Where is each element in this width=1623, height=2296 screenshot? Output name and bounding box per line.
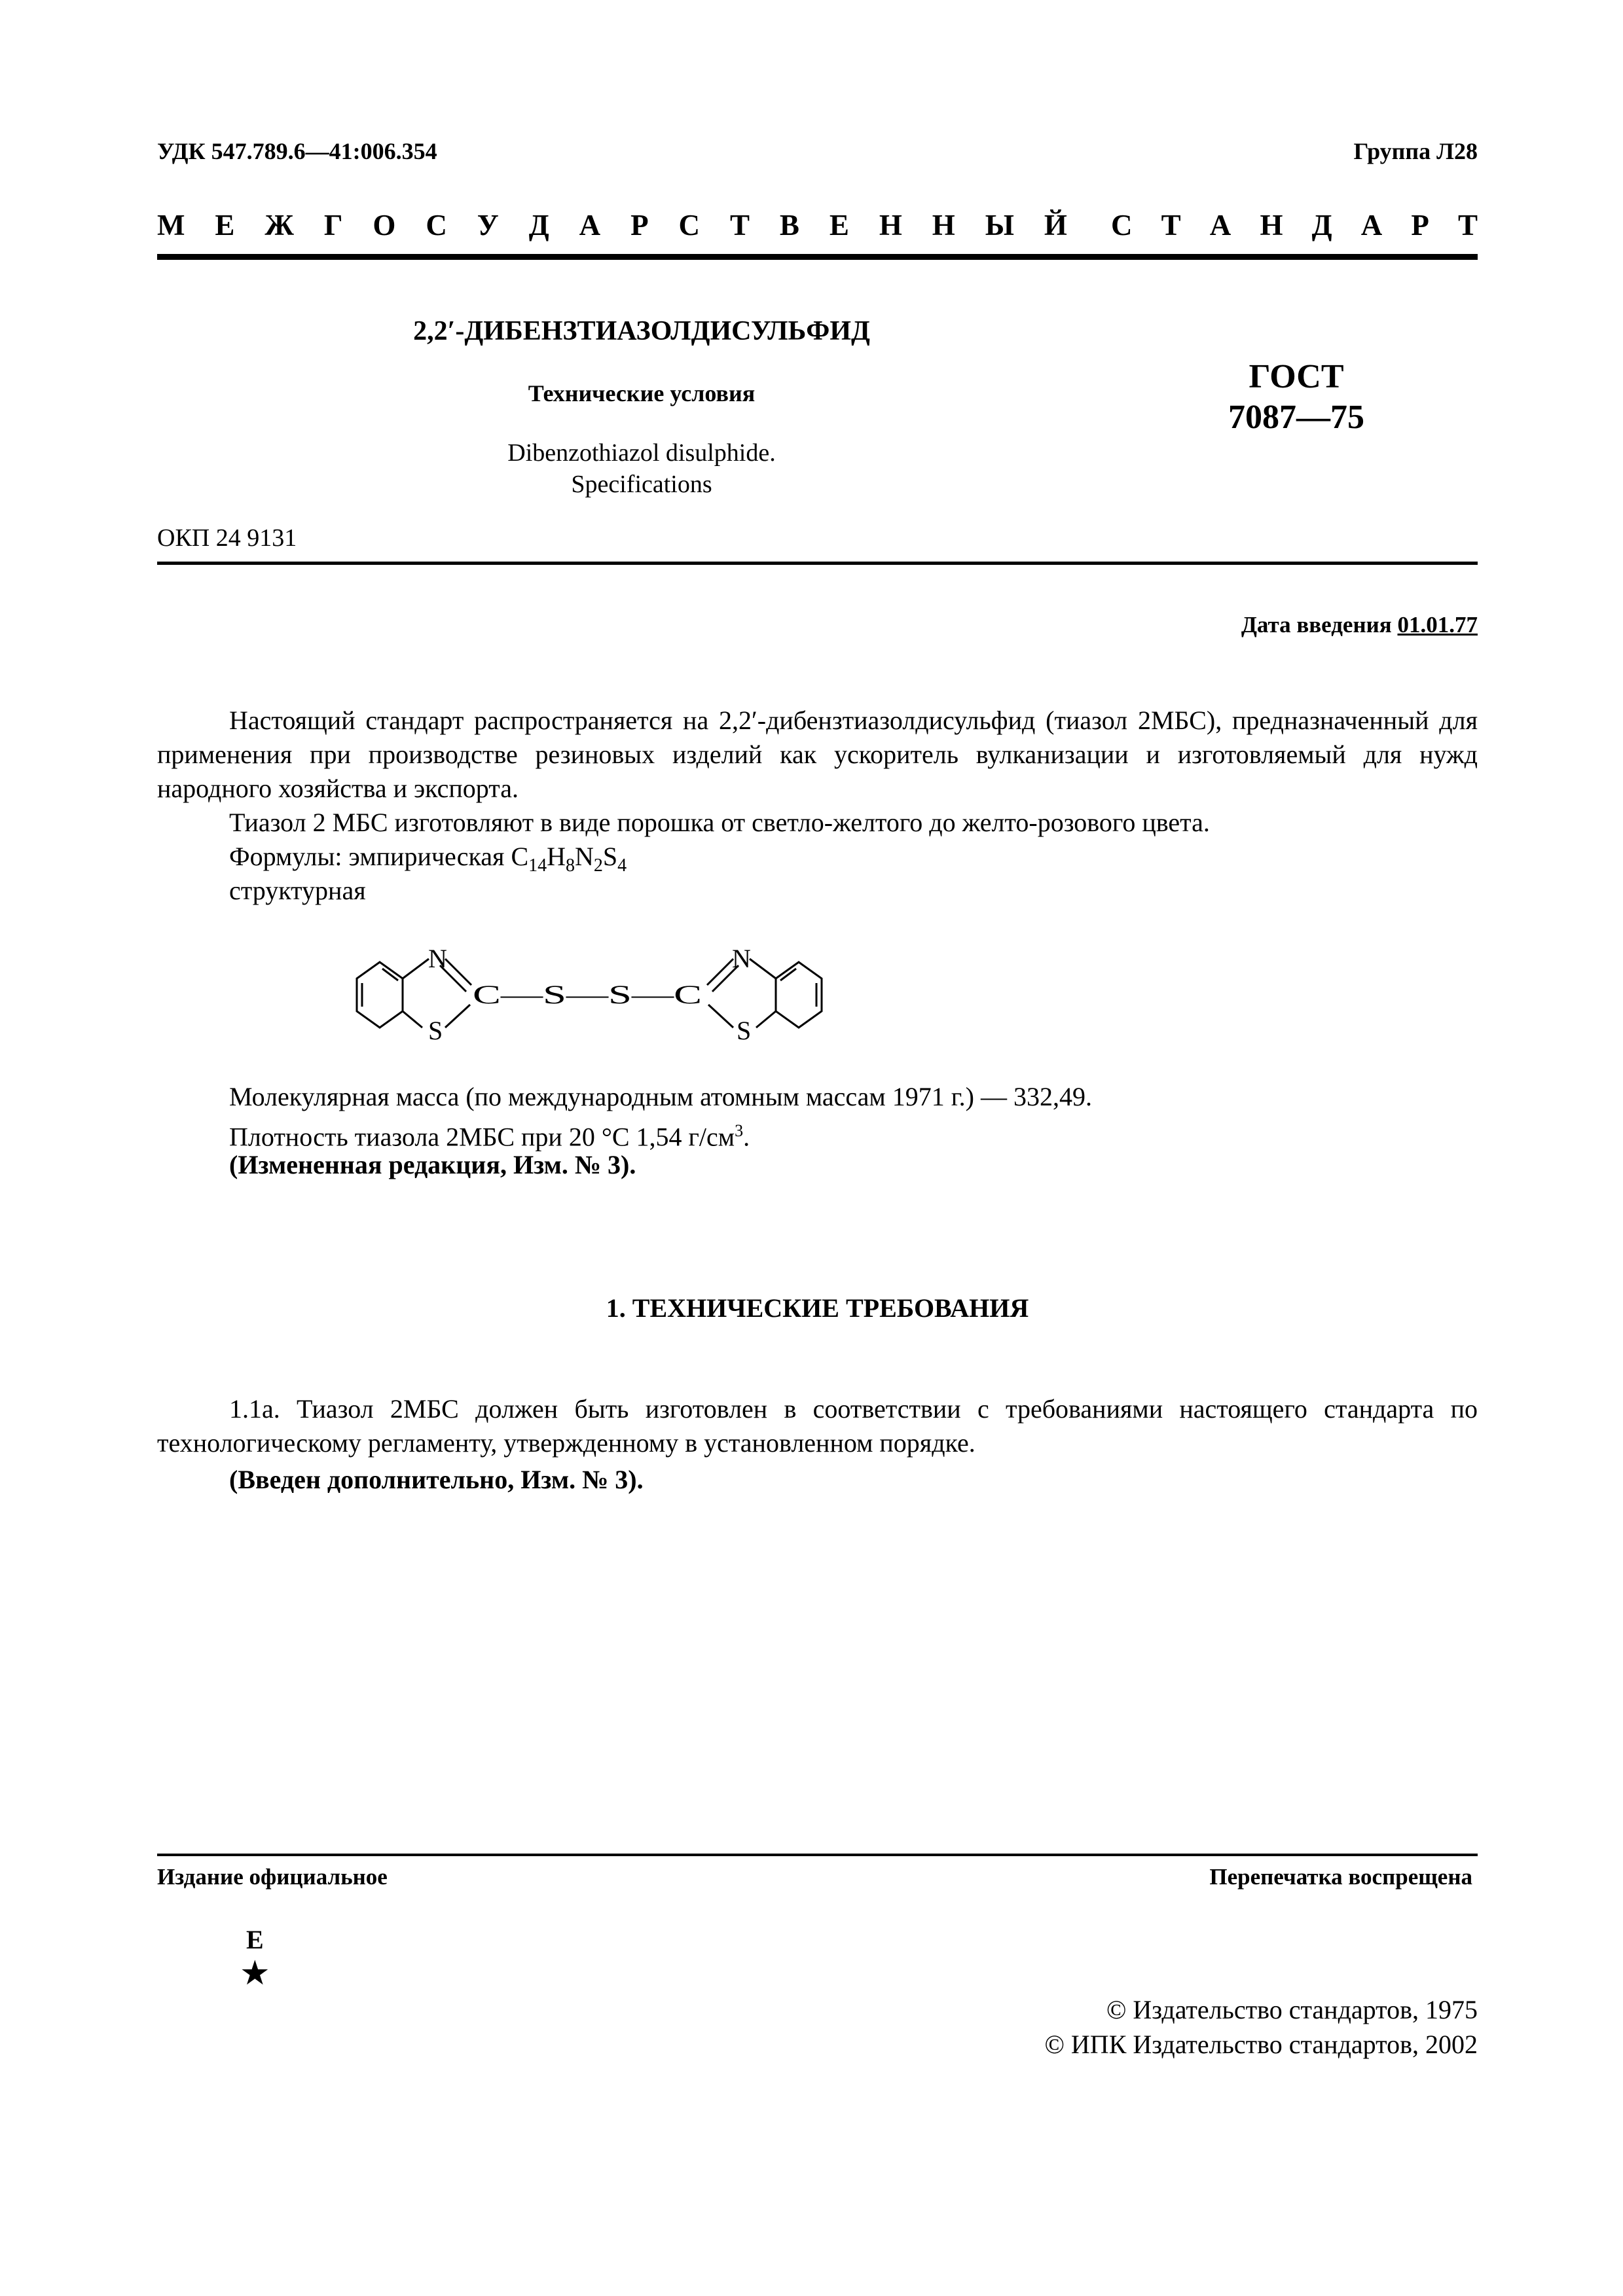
left-ring-to-s-bond (403, 1011, 422, 1028)
english-title (288, 437, 995, 500)
banner-letter: Н (1260, 209, 1283, 242)
standard-banner (157, 208, 1478, 242)
banner-letter: Р (1411, 209, 1429, 242)
udk-code: УДК 547.789.6—41:006.354 (157, 138, 437, 164)
title-rule (157, 562, 1478, 565)
banner-letter: А (579, 209, 601, 242)
formula-c-subscript: 14 (528, 855, 547, 876)
edition-mark-e: Е (246, 1925, 264, 1954)
banner-letter: С (426, 209, 447, 242)
introduction-date (1241, 612, 1478, 638)
document-subtitle: Технические условия (528, 380, 756, 406)
footer-rule (157, 1854, 1478, 1856)
formula-label: Формулы: эмпирическая C (229, 842, 529, 871)
formula-h-subscript: 8 (566, 855, 575, 876)
banner-letter: В (779, 209, 799, 242)
banner-letter: А (1360, 209, 1383, 242)
gost-number: 7087—75 (1228, 399, 1364, 436)
gost-label: ГОСТ (1249, 358, 1344, 395)
density-end: . (743, 1122, 750, 1152)
right-ring-to-n-bond (750, 959, 776, 978)
formula-n-subscript: 2 (593, 855, 603, 876)
banner-letter: Т (1457, 209, 1478, 242)
banner-letter: Н (932, 209, 955, 242)
banner-letter: Р (630, 209, 649, 242)
gost-designation (1152, 357, 1440, 438)
right-ring-to-s-bond (756, 1011, 776, 1028)
header-rule (157, 254, 1478, 260)
right-n-c-double-bond (707, 959, 733, 985)
disulfide-chain: C—S—S—C (473, 980, 702, 1009)
banner-letter: О (373, 209, 396, 242)
banner-letter: Т (729, 209, 750, 242)
banner-letter: А (1209, 209, 1231, 242)
section-paragraph: 1.1а. Тиазол 2МБС должен быть изготовлен в соответствии с требованиями настоящего стандарта по технологическому регламенту, утвержденному в установленном порядке. (157, 1394, 1478, 1458)
formula-h: H (547, 842, 566, 871)
banner-letter: У (477, 209, 499, 242)
density-superscript: 3 (735, 1121, 744, 1140)
right-benzene-ring (776, 962, 822, 1028)
english-title-line-2: Specifications (571, 471, 712, 498)
official-edition-label: Издание официальное (157, 1864, 388, 1890)
formula-n: N (575, 842, 594, 871)
group-code: Группа Л28 (1353, 138, 1478, 164)
banner-letter: С (1111, 209, 1133, 242)
banner-word-1 (157, 208, 1067, 242)
banner-letter: Е (829, 209, 849, 242)
change-note-2: (Введен дополнительно, Изм. № 3). (229, 1465, 644, 1494)
left-n-c-double-bond (445, 959, 471, 985)
atom-n-left: N (428, 944, 447, 973)
banner-letter: Ы (985, 209, 1014, 242)
banner-letter: Д (528, 209, 549, 242)
banner-letter: М (157, 209, 185, 242)
banner-letter: Н (879, 209, 902, 242)
molecular-mass: Молекулярная масса (по международным атомным массам 1971 г.) — 332,49. (229, 1082, 1092, 1111)
structural-label: структурная (229, 876, 366, 905)
copyright-2002: © ИПК Издательство стандартов, 2002 (1044, 2030, 1478, 2059)
document-title: 2,2′-ДИБЕНЗТИАЗОЛДИСУЛЬФИД (413, 316, 870, 346)
introduction-date-value: 01.01.77 (1397, 612, 1478, 637)
change-note-1: (Измененная редакция, Изм. № 3). (229, 1150, 636, 1179)
right-s-c-bond (708, 1005, 733, 1028)
banner-letter: Г (323, 209, 343, 242)
copyright-1975: © Издательство стандартов, 1975 (1106, 1995, 1478, 2024)
banner-letter: С (678, 209, 701, 242)
okp-code: ОКП 24 9131 (157, 524, 297, 552)
appearance-text: Тиазол 2 МБС изготовляют в виде порошка от светло-желтого до желто-розового цвета. (229, 808, 1210, 837)
section-heading: 1. ТЕХНИЧЕСКИЕ ТРЕБОВАНИЯ (606, 1293, 1029, 1323)
formula-s-subscript: 4 (617, 855, 627, 876)
banner-word-2 (1111, 208, 1478, 242)
structural-formula-diagram (340, 929, 851, 1060)
atom-s-right: S (737, 1016, 752, 1045)
left-benzene-ring (357, 962, 403, 1028)
banner-letter: Д (1311, 209, 1332, 242)
density-text: Плотность тиазола 2МБС при 20 °С 1,54 г/см (229, 1122, 735, 1152)
atom-n-right: N (732, 944, 751, 973)
banner-letter: Е (215, 209, 235, 242)
banner-letter: Т (1161, 209, 1181, 242)
banner-letter: Й (1044, 209, 1067, 242)
left-ring-to-n-bond (403, 959, 429, 978)
banner-letter: Ж (264, 209, 294, 242)
left-s-c-bond (445, 1005, 470, 1028)
atom-s-left: S (428, 1016, 443, 1045)
formula-s: S (602, 842, 618, 871)
english-title-line-1: Dibenzothiazol disulphide. (507, 439, 776, 467)
scope-paragraph: Настоящий стандарт распространяется на 2,2′-дибензтиазолдисульфид (тиазол 2МБС), предназначенный для применения при производстве резиновых изделий как ускоритель вулканизации и изготовляемый для нужд народного хозяйства и экспорта. (157, 706, 1478, 803)
reprint-prohibited-label: Перепечатка воспрещена (1209, 1864, 1472, 1890)
introduction-date-label: Дата введения (1241, 612, 1392, 637)
star-icon: ★ (240, 1955, 270, 1992)
